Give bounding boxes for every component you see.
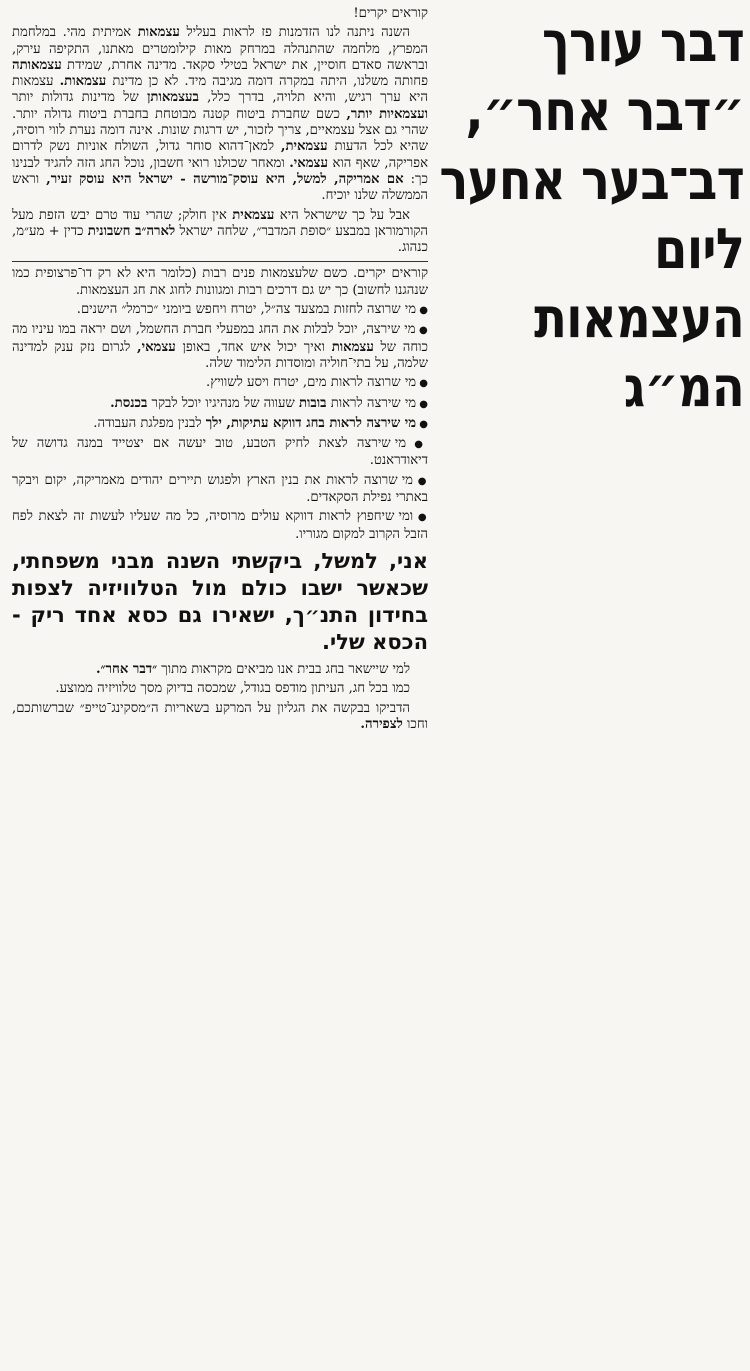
pull-quote: אני, למשל, ביקשתי השנה מבני משפחתי, שכאשר ישבו כולם מול הטלוויזיה לצפות בחידון התנ״ך, ישאירו גם כסא אחד ריק - הכסא שלי.: [12, 548, 428, 654]
paragraph: השנה ניתנה לנו הזדמנות פז לראות בעליל עצמאות אמיתית מהי. במלחמת המפרץ, מלחמה שהתנהלה במרחק מאות קילומטרים מאתנו, התקיפה עירק, ובראשה סאדם חוסיין, את ישראל בטילי סקאד. מדינה אחרת, שמידת עצמאותה פחותה משלנו, היתה במקרה דומה מגיבה מיד. לא כן מדינת עצמאות. עצמאות היא ערך רגיש, והיא תלויה, בדרך כלל, בעצמאותן של מדינות גדולות יותר ועצמאיות יותר, כשם שחברת ביטוח קטנה מבוטחת בחברת ביטוח גדולה יותר. שהרי גם אצל עצמאיים, צריך לזכור, יש דרגות שונות. אינה דומה נערת לווי רוסיה, שהיא לכל הדעות עצמאית, למאן־דהוא סוחר גדול, השולח אוניות נשק לדרום אפריקה, שאף הוא עצמאי. ומאחר שכולנו רואי חשבון, נוכל החג הזה להגיד לבנינו כך: אם אמריקה, למשל, היא עוסק־מורשה - ישראל היא עוסק זעיר, וראש הממשלה שלנו יוכיח.: [12, 25, 428, 204]
list-item: ● מי שירצה, יוכל לבלות את החג במפעלי חברת החשמל, ושם יראה במו עיניו מה כוחה של עצמאות ואיך יכול איש אחד, באופן עצמאי, לגרום נזק ענק למדינה שלמה, על בתי־חוליה ומוסדות הלימוד שלה.: [12, 322, 428, 372]
headline: [439, 8, 744, 422]
paragraph: אבל על כך שישראל היא עצמאית אין חולק; שהרי עוד טרם יבש הזפת מעל הקורמוראן במבצע ״סופת המדבר״, שלחה ישראל לארה״ב חשבונית כדין + מע״מ, כנהוג.: [12, 207, 429, 256]
editorial-article: [12, 6, 428, 736]
paragraph: למי שיישאר בחג בבית אנו מביאים מקראות מתוך ״דבר אחר״.: [95, 661, 410, 677]
list-item: ● מי שירצה לצאת לחיק הטבע, טוב יעשה אם יצטייד במנה גדושה של דיאודראנט.: [12, 436, 428, 470]
paragraph: קוראים יקרים. כשם שלעצמאות פנים רבות (כלומר היא לא רק דו־פרצופית כמו שנהגנו לחשוב) כך יש גם דרכים רבות ומגוונות לחוג את חג העצמאות.: [12, 266, 428, 298]
headline-line: דבר עורך: [542, 10, 744, 75]
headline-line: דב־בער אחער: [439, 148, 744, 213]
list-item: ● מי שירצה לראות בובות שעווה של מנהיגיו יוכל לבקר בכנסת.: [12, 396, 428, 413]
list-item: ● מי שרוצה לחזות במצעד צה״ל, יטרח ויחפש ביומני ״כרמל״ הישנים.: [12, 302, 428, 319]
list-item: ● מי שרוצה לראות את בנין הארץ ולפגוש תיירים יהודים מאמריקה, יקום ויבקר באתרי נפילת הסקאדים.: [12, 473, 428, 507]
headline-line: העצמאות: [534, 286, 744, 351]
headline-line: ״דבר אחר״,: [465, 79, 744, 144]
headline-line: המ״ג: [623, 355, 744, 420]
paragraph: כמו בכל חג, העיתון מודפס בגודל, שמכסה בדיוק מסך טלוויזיה ממוצע.: [55, 681, 410, 697]
paragraph: הדביקו בבקשה את הגליון על המרקע בשאריות ה״מסקינג־טייפ״ שברשותכם, וחכו לצפירה.: [12, 700, 428, 732]
divider: [12, 261, 428, 262]
greeting: קוראים יקרים!: [353, 6, 428, 21]
list-item: ● מי שרוצה לראות מים, יטרח ויסע לשוויץ.: [12, 375, 428, 392]
list-item: ● מי שירצה לראות בחג דווקא עתיקות, ילך לבנין מפלגת העבודה.: [12, 416, 428, 433]
headline-line: ליום: [654, 217, 744, 282]
list-item: ● ומי שיחפוץ לראות דווקא עולים מרוסיה, כל מה שעליו לעשות זה לצאת לפח הזבל הקרוב למקום מגוריו.: [12, 509, 428, 543]
